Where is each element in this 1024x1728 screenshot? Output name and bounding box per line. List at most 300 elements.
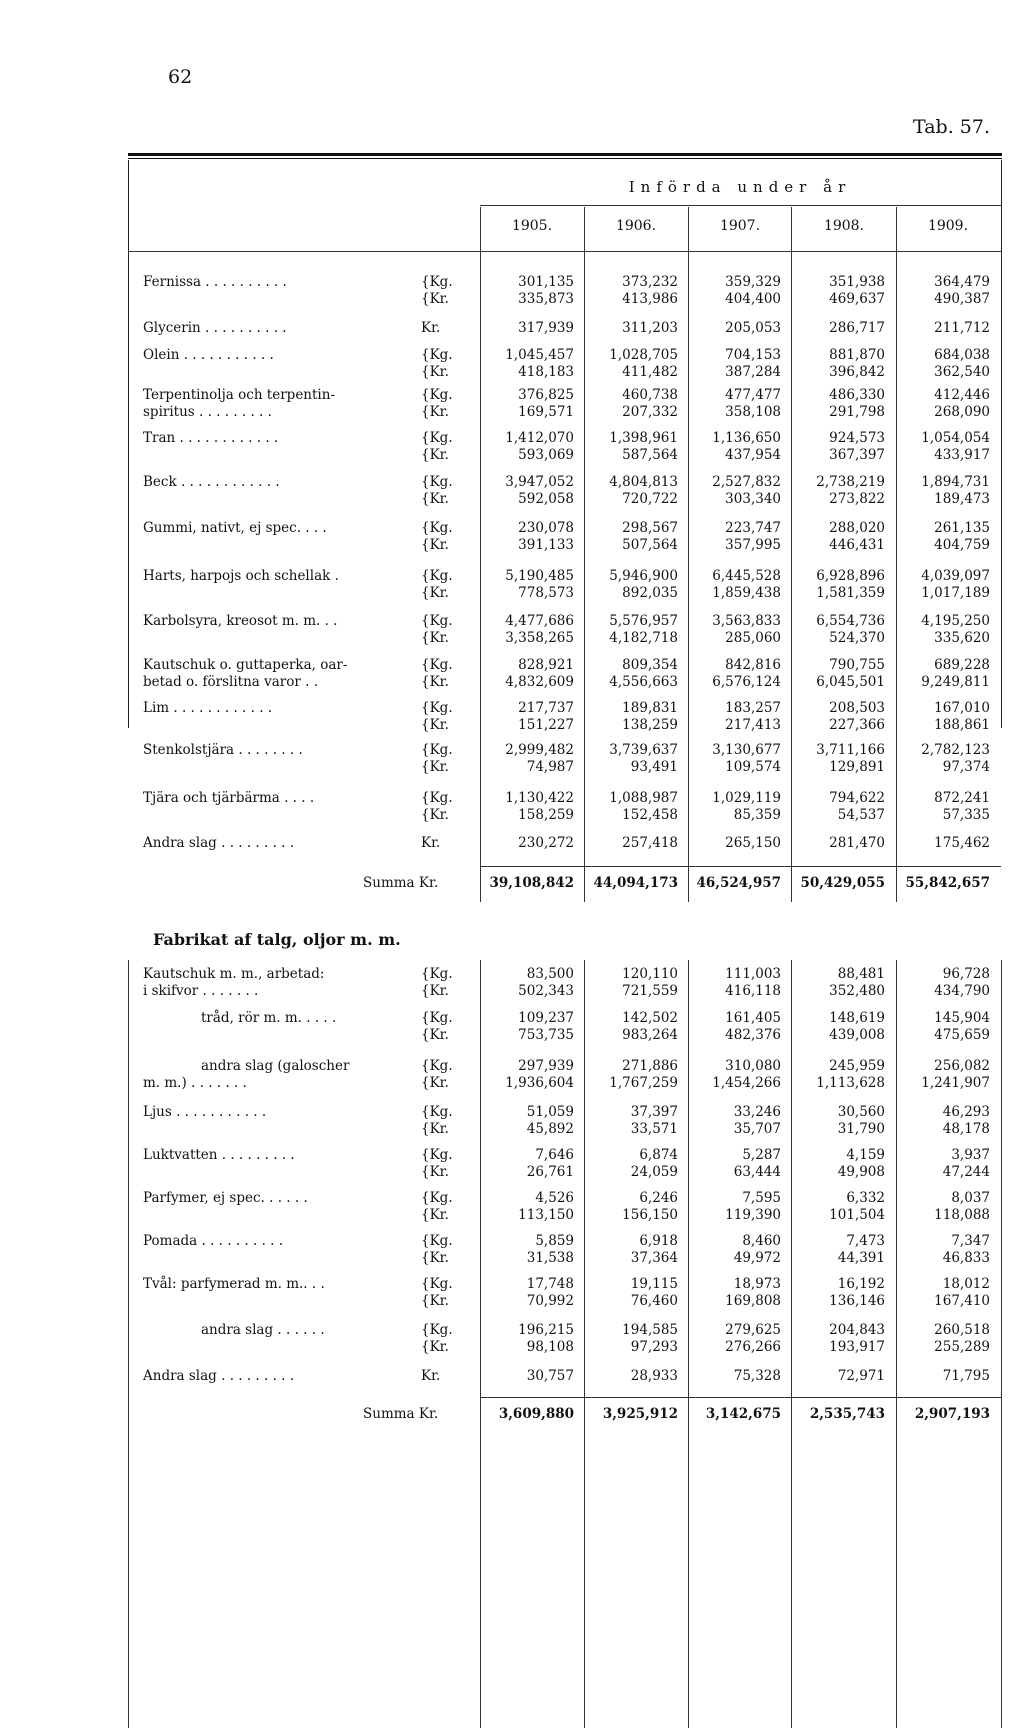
cell-value: 189,473 — [934, 491, 990, 507]
cell-value: 183,257 — [725, 700, 781, 716]
unit-label: {Kg. — [421, 1010, 453, 1026]
cell-value: 93,491 — [630, 759, 678, 775]
cell-value: 1,017,189 — [921, 585, 990, 601]
sum-value: 3,142,675 — [705, 1406, 781, 1422]
year-header: 1906. — [615, 218, 657, 234]
cell-value: 362,540 — [934, 364, 990, 380]
cell-value: 255,289 — [934, 1339, 990, 1355]
sum-value: 2,907,193 — [914, 1406, 990, 1422]
sum-value: 50,429,055 — [800, 875, 885, 891]
cell-value: 482,376 — [725, 1027, 781, 1043]
cell-value: 881,870 — [829, 347, 885, 363]
row-label: Karbolsyra, kreosot m. m. . . — [143, 613, 338, 629]
cell-value: 285,060 — [725, 630, 781, 646]
cell-value: 196,215 — [518, 1322, 574, 1338]
cell-value: 1,130,422 — [505, 790, 574, 806]
row-label: andra slag (galoscher — [201, 1058, 350, 1074]
row-label: Tvål: parfymerad m. m.. . . — [143, 1276, 325, 1292]
cell-value: 437,954 — [725, 447, 781, 463]
cell-value: 1,767,259 — [609, 1075, 678, 1091]
cell-value: 3,739,637 — [609, 742, 678, 758]
cell-value: 30,560 — [837, 1104, 885, 1120]
cell-value: 351,938 — [829, 274, 885, 290]
cell-value: 416,118 — [725, 983, 781, 999]
cell-value: 57,335 — [942, 807, 990, 823]
cell-value: 7,347 — [951, 1233, 990, 1249]
cell-value: 217,737 — [518, 700, 574, 716]
unit-label: Kr. — [421, 835, 441, 851]
unit-label: {Kr. — [421, 674, 449, 690]
cell-value: 291,798 — [829, 404, 885, 420]
unit-label: {Kg. — [421, 387, 453, 403]
cell-value: 486,330 — [829, 387, 885, 403]
cell-value: 16,192 — [837, 1276, 885, 1292]
cell-value: 1,398,961 — [609, 430, 678, 446]
unit-label: {Kg. — [421, 613, 453, 629]
cell-value: 167,010 — [934, 700, 990, 716]
cell-value: 359,329 — [725, 274, 781, 290]
table-left-border — [128, 160, 129, 728]
cell-value: 120,110 — [622, 966, 678, 982]
cell-value: 7,473 — [846, 1233, 885, 1249]
unit-label: {Kr. — [421, 491, 449, 507]
cell-value: 317,939 — [518, 320, 574, 336]
cell-value: 109,574 — [725, 759, 781, 775]
cell-value: 4,182,718 — [609, 630, 678, 646]
row-label: Andra slag . . . . . . . . . — [143, 835, 295, 851]
cell-value: 335,620 — [934, 630, 990, 646]
row-label: Glycerin . . . . . . . . . . — [143, 320, 287, 336]
sum-rule — [480, 866, 1001, 867]
cell-value: 2,999,482 — [505, 742, 574, 758]
unit-label: {Kg. — [421, 966, 453, 982]
cell-value: 1,028,705 — [609, 347, 678, 363]
cell-value: 26,761 — [526, 1164, 574, 1180]
row-label: Tjära och tjärbärma . . . . — [143, 790, 315, 806]
cell-value: 5,576,957 — [609, 613, 678, 629]
unit-label: {Kg. — [421, 742, 453, 758]
row-label-continued: betad o. förslitna varor . . — [143, 674, 318, 690]
top-rule-thin — [128, 158, 1002, 159]
cell-value: 6,445,528 — [712, 568, 781, 584]
cell-value: 17,748 — [526, 1276, 574, 1292]
unit-label: {Kg. — [421, 1276, 453, 1292]
unit-label: {Kg. — [421, 520, 453, 536]
cell-value: 469,637 — [829, 291, 885, 307]
cell-value: 45,892 — [526, 1121, 574, 1137]
cell-value: 70,992 — [526, 1293, 574, 1309]
cell-value: 51,059 — [526, 1104, 574, 1120]
cell-value: 96,728 — [942, 966, 990, 982]
cell-value: 1,045,457 — [505, 347, 574, 363]
cell-value: 207,332 — [622, 404, 678, 420]
header-divider — [480, 205, 1002, 206]
unit-label: {Kr. — [421, 291, 449, 307]
cell-value: 5,190,485 — [505, 568, 574, 584]
cell-value: 753,735 — [518, 1027, 574, 1043]
unit-label: {Kg. — [421, 657, 453, 673]
cell-value: 208,503 — [829, 700, 885, 716]
cell-value: 265,150 — [725, 835, 781, 851]
cell-value: 2,527,832 — [712, 474, 781, 490]
cell-value: 230,078 — [518, 520, 574, 536]
cell-value: 4,526 — [535, 1190, 574, 1206]
cell-value: 71,795 — [942, 1368, 990, 1384]
cell-value: 4,477,686 — [505, 613, 574, 629]
cell-value: 37,397 — [630, 1104, 678, 1120]
cell-value: 477,477 — [725, 387, 781, 403]
cell-value: 142,502 — [622, 1010, 678, 1026]
unit-label: {Kr. — [421, 364, 449, 380]
cell-value: 507,564 — [622, 537, 678, 553]
cell-value: 145,904 — [934, 1010, 990, 1026]
cell-value: 49,908 — [837, 1164, 885, 1180]
cell-value: 7,595 — [742, 1190, 781, 1206]
cell-value: 193,917 — [829, 1339, 885, 1355]
cell-value: 19,115 — [630, 1276, 678, 1292]
cell-value: 1,088,987 — [609, 790, 678, 806]
cell-value: 48,178 — [942, 1121, 990, 1137]
cell-value: 1,241,907 — [921, 1075, 990, 1091]
cell-value: 364,479 — [934, 274, 990, 290]
row-label: Stenkolstjära . . . . . . . . — [143, 742, 303, 758]
cell-value: 828,921 — [518, 657, 574, 673]
cell-value: 418,183 — [518, 364, 574, 380]
cell-value: 5,946,900 — [609, 568, 678, 584]
cell-value: 75,328 — [733, 1368, 781, 1384]
cell-value: 261,135 — [934, 520, 990, 536]
cell-value: 352,480 — [829, 983, 885, 999]
cell-value: 4,039,097 — [921, 568, 990, 584]
cell-value: 1,936,604 — [505, 1075, 574, 1091]
unit-label: {Kg. — [421, 1058, 453, 1074]
cell-value: 790,755 — [829, 657, 885, 673]
cell-value: 156,150 — [622, 1207, 678, 1223]
cell-value: 6,576,124 — [712, 674, 781, 690]
cell-value: 358,108 — [725, 404, 781, 420]
unit-label: {Kg. — [421, 347, 453, 363]
unit-label: {Kr. — [421, 630, 449, 646]
cell-value: 475,659 — [934, 1027, 990, 1043]
cell-value: 4,556,663 — [609, 674, 678, 690]
cell-value: 152,458 — [622, 807, 678, 823]
cell-value: 138,259 — [622, 717, 678, 733]
sum-value: 55,842,657 — [905, 875, 990, 891]
row-label-continued: m. m.) . . . . . . . — [143, 1075, 247, 1091]
cell-value: 439,008 — [829, 1027, 885, 1043]
unit-label: {Kg. — [421, 430, 453, 446]
cell-value: 271,886 — [622, 1058, 678, 1074]
cell-value: 44,391 — [837, 1250, 885, 1266]
cell-value: 136,146 — [829, 1293, 885, 1309]
unit-label: {Kr. — [421, 1250, 449, 1266]
cell-value: 1,581,359 — [816, 585, 885, 601]
unit-label: {Kr. — [421, 1207, 449, 1223]
cell-value: 211,712 — [934, 320, 990, 336]
cell-value: 257,418 — [622, 835, 678, 851]
cell-value: 98,108 — [526, 1339, 574, 1355]
cell-value: 335,873 — [518, 291, 574, 307]
header-bottom-rule — [128, 251, 1002, 252]
row-label: Lim . . . . . . . . . . . . — [143, 700, 273, 716]
unit-label: Kr. — [421, 1368, 441, 1384]
cell-value: 1,113,628 — [816, 1075, 885, 1091]
cell-value: 31,538 — [526, 1250, 574, 1266]
unit-label: {Kr. — [421, 1121, 449, 1137]
unit-label: {Kg. — [421, 1233, 453, 1249]
cell-value: 109,237 — [518, 1010, 574, 1026]
row-label: Terpentinolja och terpentin- — [143, 387, 335, 403]
cell-value: 6,918 — [639, 1233, 678, 1249]
unit-label: {Kr. — [421, 585, 449, 601]
cell-value: 288,020 — [829, 520, 885, 536]
cell-value: 28,933 — [630, 1368, 678, 1384]
cell-value: 446,431 — [829, 537, 885, 553]
cell-value: 6,246 — [639, 1190, 678, 1206]
cell-value: 396,842 — [829, 364, 885, 380]
cell-value: 33,246 — [733, 1104, 781, 1120]
cell-value: 404,400 — [725, 291, 781, 307]
unit-label: {Kr. — [421, 1293, 449, 1309]
cell-value: 502,343 — [518, 983, 574, 999]
row-label: Kautschuk m. m., arbetad: — [143, 966, 325, 982]
row-label: Luktvatten . . . . . . . . . — [143, 1147, 295, 1163]
cell-value: 3,937 — [951, 1147, 990, 1163]
unit-label: {Kr. — [421, 983, 449, 999]
unit-label: {Kr. — [421, 447, 449, 463]
cell-value: 376,825 — [518, 387, 574, 403]
cell-value: 809,354 — [622, 657, 678, 673]
cell-value: 189,831 — [622, 700, 678, 716]
unit-label: Kr. — [421, 320, 441, 336]
cell-value: 101,504 — [829, 1207, 885, 1223]
top-rule — [128, 153, 1002, 156]
cell-value: 4,804,813 — [609, 474, 678, 490]
cell-value: 1,054,054 — [921, 430, 990, 446]
unit-label: {Kg. — [421, 1190, 453, 1206]
cell-value: 205,053 — [725, 320, 781, 336]
cell-value: 9,249,811 — [921, 674, 990, 690]
row-label: Gummi, nativt, ej spec. . . . — [143, 520, 327, 536]
cell-value: 592,058 — [518, 491, 574, 507]
unit-label: {Kr. — [421, 807, 449, 823]
row-label: andra slag . . . . . . — [201, 1322, 325, 1338]
row-label: Olein . . . . . . . . . . . — [143, 347, 274, 363]
cell-value: 63,444 — [733, 1164, 781, 1180]
cell-value: 1,454,266 — [712, 1075, 781, 1091]
cell-value: 5,287 — [742, 1147, 781, 1163]
cell-value: 230,272 — [518, 835, 574, 851]
sum-value: 44,094,173 — [593, 875, 678, 891]
cell-value: 311,203 — [622, 320, 678, 336]
cell-value: 129,891 — [829, 759, 885, 775]
cell-value: 83,500 — [526, 966, 574, 982]
cell-value: 310,080 — [725, 1058, 781, 1074]
cell-value: 1,859,438 — [712, 585, 781, 601]
cell-value: 357,995 — [725, 537, 781, 553]
row-label: Beck . . . . . . . . . . . . — [143, 474, 280, 490]
cell-value: 119,390 — [725, 1207, 781, 1223]
cell-value: 298,567 — [622, 520, 678, 536]
cell-value: 273,822 — [829, 491, 885, 507]
cell-value: 892,035 — [622, 585, 678, 601]
cell-value: 1,894,731 — [921, 474, 990, 490]
cell-value: 30,757 — [526, 1368, 574, 1384]
unit-label: {Kg. — [421, 568, 453, 584]
cell-value: 204,843 — [829, 1322, 885, 1338]
cell-value: 684,038 — [934, 347, 990, 363]
row-label: Pomada . . . . . . . . . . — [143, 1233, 284, 1249]
table-right-border — [1001, 160, 1002, 728]
unit-label: {Kg. — [421, 274, 453, 290]
cell-value: 97,293 — [630, 1339, 678, 1355]
row-label: Harts, harpojs och schellak . — [143, 568, 339, 584]
cell-value: 3,947,052 — [505, 474, 574, 490]
cell-value: 169,808 — [725, 1293, 781, 1309]
unit-label: {Kr. — [421, 1339, 449, 1355]
cell-value: 3,358,265 — [505, 630, 574, 646]
cell-value: 46,833 — [942, 1250, 990, 1266]
cell-value: 72,971 — [837, 1368, 885, 1384]
unit-label: {Kg. — [421, 1104, 453, 1120]
cell-value: 223,747 — [725, 520, 781, 536]
cell-value: 3,711,166 — [816, 742, 885, 758]
cell-value: 281,470 — [829, 835, 885, 851]
cell-value: 148,619 — [829, 1010, 885, 1026]
unit-label: {Kg. — [421, 700, 453, 716]
cell-value: 47,244 — [942, 1164, 990, 1180]
cell-value: 161,405 — [725, 1010, 781, 1026]
cell-value: 524,370 — [829, 630, 885, 646]
cell-value: 37,364 — [630, 1250, 678, 1266]
sum-label: Summa Kr. — [363, 875, 439, 891]
cell-value: 74,987 — [526, 759, 574, 775]
cell-value: 1,029,119 — [712, 790, 781, 806]
cell-value: 24,059 — [630, 1164, 678, 1180]
cell-value: 18,973 — [733, 1276, 781, 1292]
cell-value: 413,986 — [622, 291, 678, 307]
cell-value: 217,413 — [725, 717, 781, 733]
year-header: 1905. — [511, 218, 553, 234]
sum-value: 2,535,743 — [809, 1406, 885, 1422]
row-label: Ljus . . . . . . . . . . . — [143, 1104, 267, 1120]
table-border — [1001, 960, 1002, 1728]
cell-value: 842,816 — [725, 657, 781, 673]
cell-value: 4,195,250 — [921, 613, 990, 629]
cell-value: 167,410 — [934, 1293, 990, 1309]
cell-value: 7,646 — [535, 1147, 574, 1163]
cell-value: 88,481 — [837, 966, 885, 982]
cell-value: 6,332 — [846, 1190, 885, 1206]
cell-value: 151,227 — [518, 717, 574, 733]
unit-label: {Kr. — [421, 1075, 449, 1091]
unit-label: {Kr. — [421, 1164, 449, 1180]
cell-value: 720,722 — [622, 491, 678, 507]
cell-value: 227,366 — [829, 717, 885, 733]
cell-value: 4,832,609 — [505, 674, 574, 690]
cell-value: 297,939 — [518, 1058, 574, 1074]
cell-value: 434,790 — [934, 983, 990, 999]
row-label-continued: i skifvor . . . . . . . — [143, 983, 259, 999]
cell-value: 1,136,650 — [712, 430, 781, 446]
cell-value: 2,738,219 — [816, 474, 885, 490]
cell-value: 593,069 — [518, 447, 574, 463]
cell-value: 268,090 — [934, 404, 990, 420]
cell-value: 260,518 — [934, 1322, 990, 1338]
unit-label: {Kr. — [421, 1027, 449, 1043]
cell-value: 33,571 — [630, 1121, 678, 1137]
cell-value: 5,859 — [535, 1233, 574, 1249]
cell-value: 3,563,833 — [712, 613, 781, 629]
cell-value: 85,359 — [733, 807, 781, 823]
table-border — [128, 960, 129, 1728]
unit-label: {Kr. — [421, 759, 449, 775]
sum-value: 3,925,912 — [602, 1406, 678, 1422]
year-headers — [480, 218, 1002, 234]
row-label: tråd, rör m. m. . . . . — [201, 1010, 337, 1026]
cell-value: 8,037 — [951, 1190, 990, 1206]
row-label: Andra slag . . . . . . . . . — [143, 1368, 295, 1384]
cell-value: 460,738 — [622, 387, 678, 403]
unit-label: {Kg. — [421, 1147, 453, 1163]
sum-value: 39,108,842 — [489, 875, 574, 891]
sum-label: Summa Kr. — [363, 1406, 439, 1422]
cell-value: 118,088 — [934, 1207, 990, 1223]
cell-value: 411,482 — [622, 364, 678, 380]
cell-value: 111,003 — [725, 966, 781, 982]
cell-value: 169,571 — [518, 404, 574, 420]
cell-value: 303,340 — [725, 491, 781, 507]
cell-value: 924,573 — [829, 430, 885, 446]
year-header: 1907. — [719, 218, 761, 234]
cell-value: 404,759 — [934, 537, 990, 553]
page-number: 62 — [168, 66, 193, 88]
cell-value: 689,228 — [934, 657, 990, 673]
cell-value: 721,559 — [622, 983, 678, 999]
cell-value: 245,959 — [829, 1058, 885, 1074]
cell-value: 4,159 — [846, 1147, 885, 1163]
row-label: Tran . . . . . . . . . . . . — [143, 430, 279, 446]
cell-value: 35,707 — [733, 1121, 781, 1137]
cell-value: 97,374 — [942, 759, 990, 775]
cell-value: 194,585 — [622, 1322, 678, 1338]
cell-value: 188,861 — [934, 717, 990, 733]
unit-label: {Kr. — [421, 537, 449, 553]
cell-value: 76,460 — [630, 1293, 678, 1309]
cell-value: 872,241 — [934, 790, 990, 806]
column-group-header: Införda under år — [628, 178, 852, 196]
cell-value: 286,717 — [829, 320, 885, 336]
cell-value: 301,135 — [518, 274, 574, 290]
cell-value: 6,554,736 — [816, 613, 885, 629]
cell-value: 412,446 — [934, 387, 990, 403]
cell-value: 490,387 — [934, 291, 990, 307]
unit-label: {Kg. — [421, 1322, 453, 1338]
sum-value: 46,524,957 — [696, 875, 781, 891]
year-header: 1908. — [823, 218, 865, 234]
cell-value: 46,293 — [942, 1104, 990, 1120]
table-label: Tab. 57. — [913, 116, 990, 138]
cell-value: 587,564 — [622, 447, 678, 463]
cell-value: 158,259 — [518, 807, 574, 823]
cell-value: 18,012 — [942, 1276, 990, 1292]
cell-value: 113,150 — [518, 1207, 574, 1223]
sum-value: 3,609,880 — [498, 1406, 574, 1422]
cell-value: 175,462 — [934, 835, 990, 851]
cell-value: 256,082 — [934, 1058, 990, 1074]
cell-value: 276,266 — [725, 1339, 781, 1355]
unit-label: {Kg. — [421, 474, 453, 490]
